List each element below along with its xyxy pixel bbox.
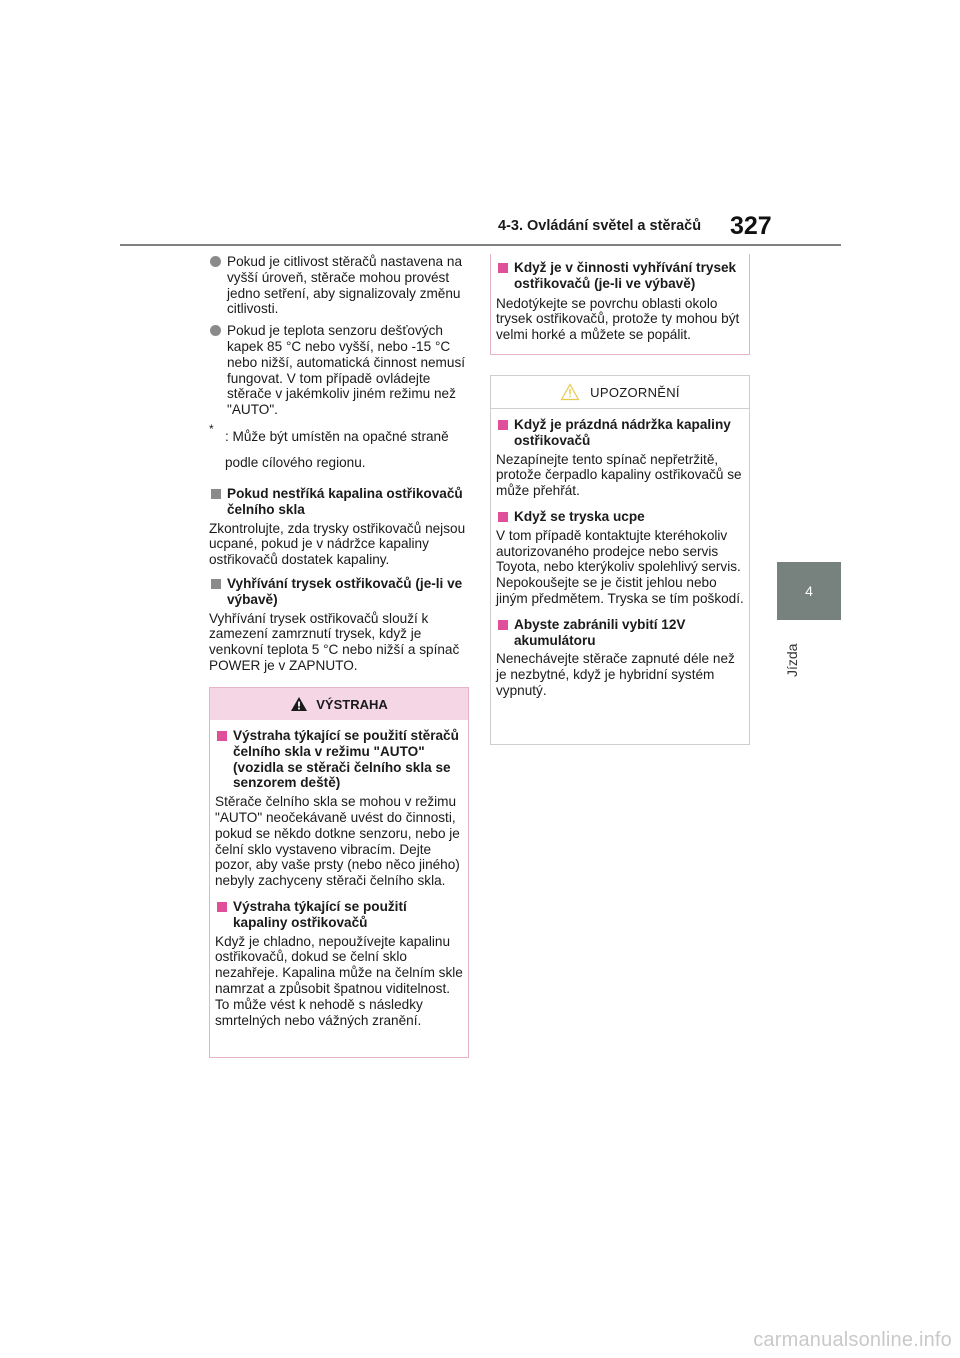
section-text: Nenechávejte stěrače zapnuté déle než je nezbytné, když je hybridní systém vypnutý. — [496, 651, 735, 698]
bullet-icon — [210, 256, 221, 267]
left-column — [209, 254, 467, 682]
list-item — [209, 254, 467, 317]
chapter-label: Jízda — [784, 643, 800, 677]
bullet-text: Pokud je citlivost stěračů nastavena na vyšší úroveň, stěrače mohou provést jedno setření, aby signalizovaly změnu citlivosti. — [227, 254, 463, 317]
caution-box — [490, 375, 750, 745]
square-bullet-icon — [211, 489, 221, 499]
section-nozzle-heating — [209, 576, 467, 674]
footnote-text: : Může být umístěn na opačné straně podle cílového regionu. — [225, 428, 449, 470]
bullet-text: Pokud je teplota senzoru dešťových kapek 85 °C nebo vyšší, nebo -15 °C nebo nižší, automatická činnost nemusí fungovat. V tom případě ovládejte stěrače v jakémkoliv jiném režimu než "AUTO". — [227, 323, 466, 418]
square-bullet-icon — [498, 263, 508, 273]
footnote — [209, 421, 467, 476]
section-text: Zkontrolujte, zda trysky ostřikovačů nejsou ucpané, pokud je v nádržce kapaliny ostřikovačů dostatek kapaliny. — [209, 520, 466, 568]
caution-triangle-icon — [560, 383, 580, 401]
section-heading: Pokud nestříká kapalina ostřikovačů čelního skla — [209, 486, 467, 518]
chapter-label-wrap — [782, 633, 800, 683]
footnote-mark: * — [209, 421, 214, 436]
bullet-icon — [210, 325, 221, 336]
square-bullet-icon — [211, 579, 221, 589]
section-heading: Výstraha týkající se použití kapaliny ostřikovačů — [215, 899, 463, 931]
square-bullet-icon — [217, 731, 227, 741]
section-washer-not-spraying — [209, 486, 467, 568]
caution-body — [491, 409, 749, 699]
square-bullet-icon — [498, 512, 508, 522]
caution-title: UPOZORNĚNÍ — [590, 384, 680, 400]
warning-box — [209, 687, 469, 1058]
warning-body — [210, 720, 468, 1028]
section-heading: Vyhřívání trysek ostřikovačů (je-li ve výbavě) — [209, 576, 467, 608]
section-text: Když je chladno, nepoužívejte kapalinu ostřikovačů, dokud se čelní sklo nezahřeje. Kapalina může na čelním skle namrzat a způsobit špatnou viditelnost. To může vést k nehodě s následky smrtelných nebo vážných zranění. — [215, 933, 463, 1028]
watermark: carmanualsonline.info — [753, 1329, 952, 1351]
square-bullet-icon — [217, 902, 227, 912]
continued-warning-box — [490, 254, 750, 355]
warning-header — [210, 688, 468, 720]
section-text: Nedotýkejte se povrchu oblasti okolo trysek ostřikovačů, protože ty mohou být velmi horké a můžete se popálit. — [496, 295, 740, 343]
caution-section-empty-tank — [496, 417, 744, 499]
section-heading: Výstraha týkající se použití stěračů čelního skla v režimu "AUTO" (vozidla se stěrači čelního skla se senzorem deště) — [215, 728, 463, 791]
warning-section-auto-mode — [215, 728, 463, 889]
list-item — [209, 323, 467, 418]
section-text: Vyhřívání trysek ostřikovačů slouží k zamezení zamrznutí trysek, když je venkovní teplota 5 °C nebo nižší a spínač POWER je v ZAPNUTO. — [209, 610, 460, 673]
section-text: Nezapínejte tento spínač nepřetržitě, protože čerpadlo kapaliny ostřikovačů se může přehřát. — [496, 451, 742, 499]
warning-triangle-icon — [290, 696, 308, 712]
header-divider — [120, 244, 841, 246]
square-bullet-icon — [498, 420, 508, 430]
section-text: Stěrače čelního skla se mohou v režimu "AUTO" neočekávaně uvést do činnosti, pokud se někdo dotkne senzoru, nebo je čelní sklo vystaveno vibracím. Dejte pozor, aby vaše prsty (nebo něco jiného) nebyly zachyceny stěrači čelního skla. — [215, 794, 460, 889]
section-title: 4-3. Ovládání světel a stěračů — [498, 218, 702, 234]
section-heading: Když je v činnosti vyhřívání trysek ostřikovačů (je-li ve výbavě) — [496, 260, 744, 292]
square-bullet-icon — [498, 620, 508, 630]
chapter-tab[interactable] — [777, 562, 841, 620]
section-text: V tom případě kontaktujte kteréhokoliv autorizovaného prodejce nebo servis Toyota, nebo kterýkoliv spolehlivý servis. Nepokoušejte se je čistit jehlou nebo jiným předmětem. Tryska se tím poškodí. — [496, 527, 744, 606]
caution-header — [491, 376, 749, 409]
section-heading: Když se tryska ucpe — [496, 509, 744, 525]
caution-section-clogged-nozzle — [496, 509, 744, 607]
chapter-number: 4 — [805, 583, 813, 599]
page-number: 327 — [730, 212, 772, 240]
section-heading: Když je prázdná nádržka kapaliny ostřikovačů — [496, 417, 744, 449]
caution-section-battery — [496, 617, 744, 699]
warning-section-washer-fluid — [215, 899, 463, 1028]
section-heading: Abyste zabránili vybití 12V akumulátoru — [496, 617, 744, 649]
warning-title: VÝSTRAHA — [316, 696, 388, 712]
